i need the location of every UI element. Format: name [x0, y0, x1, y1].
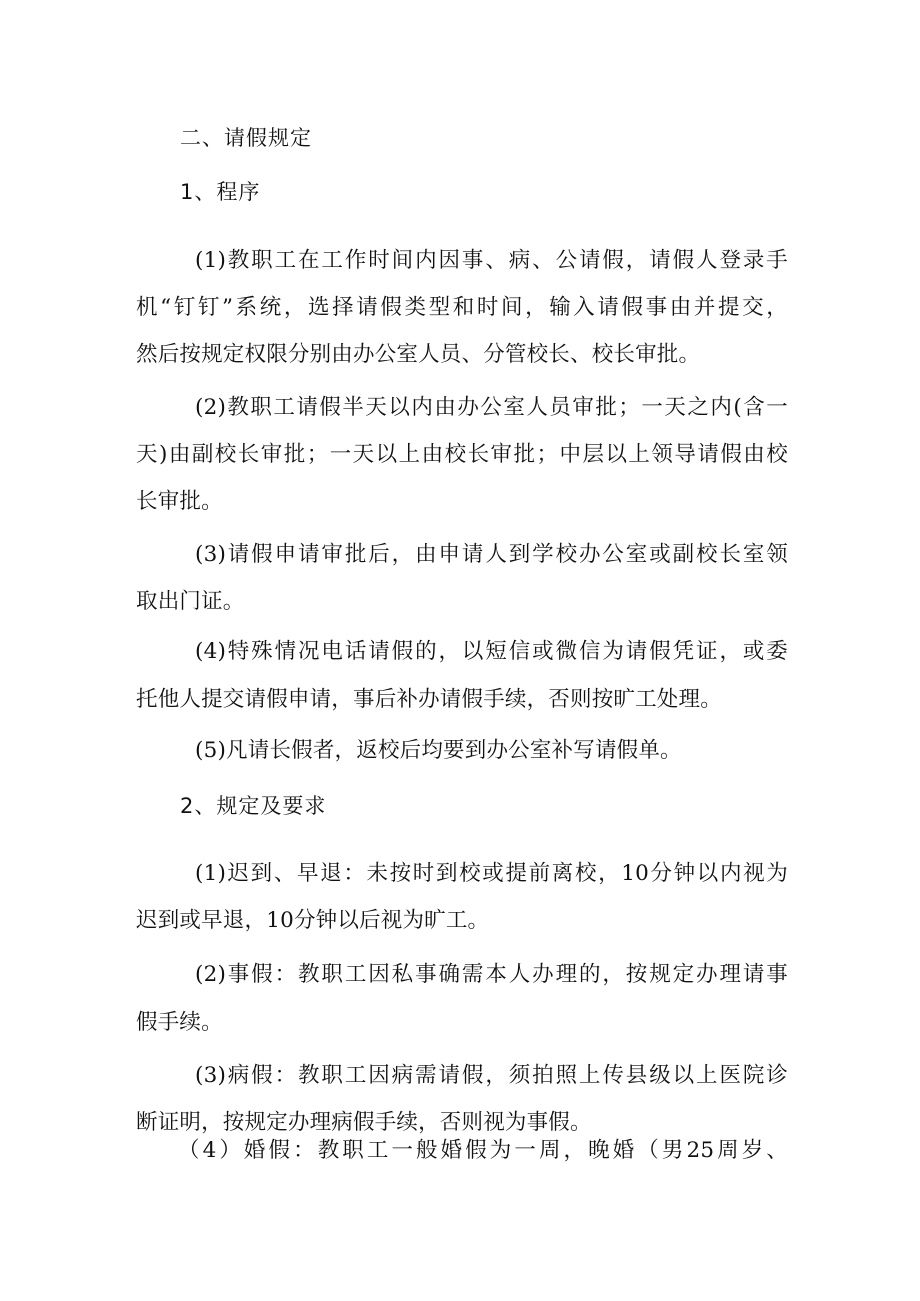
paragraph-line: 假手续。 — [136, 1010, 223, 1035]
paragraph-line: (5)凡请长假者，返校后均要到办公室补写请假单。 — [195, 738, 682, 763]
paragraph-line: 然后按规定权限分别由办公室人员、分管校长、校长审批。 — [136, 342, 701, 367]
paragraph-line: 长审批。 — [136, 489, 223, 514]
subsection-heading-procedure: 1、程序 — [180, 180, 261, 204]
paragraph-line: (3)请假申请审批后，由申请人到学校办公室或副校长室领 — [195, 542, 788, 567]
paragraph-line: (3)病假：教职工因病需请假，须拍照上传县级以上医院诊 — [195, 1063, 788, 1088]
paragraph-line: (2)教职工请假半天以内由办公室人员审批；一天之内(含一 — [195, 395, 788, 420]
paragraph-line: 机“钉钉”系统，选择请假类型和时间，输入请假事由并提交， — [136, 295, 788, 320]
paragraph-line: 断证明，按规定办理病假手续，否则视为事假。 — [136, 1110, 592, 1135]
paragraph-line: (1)教职工在工作时间内因事、病、公请假，请假人登录手 — [195, 248, 788, 273]
paragraph-line: 迟到或早退，10分钟以后视为旷工。 — [136, 908, 490, 933]
paragraph-line: (2)事假：教职工因私事确需本人办理的，按规定办理请事 — [195, 962, 788, 987]
paragraph-line: （4）婚假：教职工一般婚假为一周，晚婚（男25周岁、 — [178, 1138, 788, 1163]
paragraph-line: 取出门证。 — [136, 589, 245, 614]
paragraph-line: (4)特殊情况电话请假的，以短信或微信为请假凭证，或委 — [195, 639, 788, 664]
paragraph-line: 天)由副校长审批；一天以上由校长审批；中层以上领导请假由校 — [136, 442, 788, 467]
subsection-heading-rules: 2、规定及要求 — [180, 794, 327, 818]
paragraph-line: (1)迟到、早退：未按时到校或提前离校，10分钟以内视为 — [195, 861, 788, 886]
section-heading: 二、请假规定 — [180, 126, 312, 150]
paragraph-line: 托他人提交请假申请，事后补办请假手续，否则按旷工处理。 — [136, 687, 722, 712]
